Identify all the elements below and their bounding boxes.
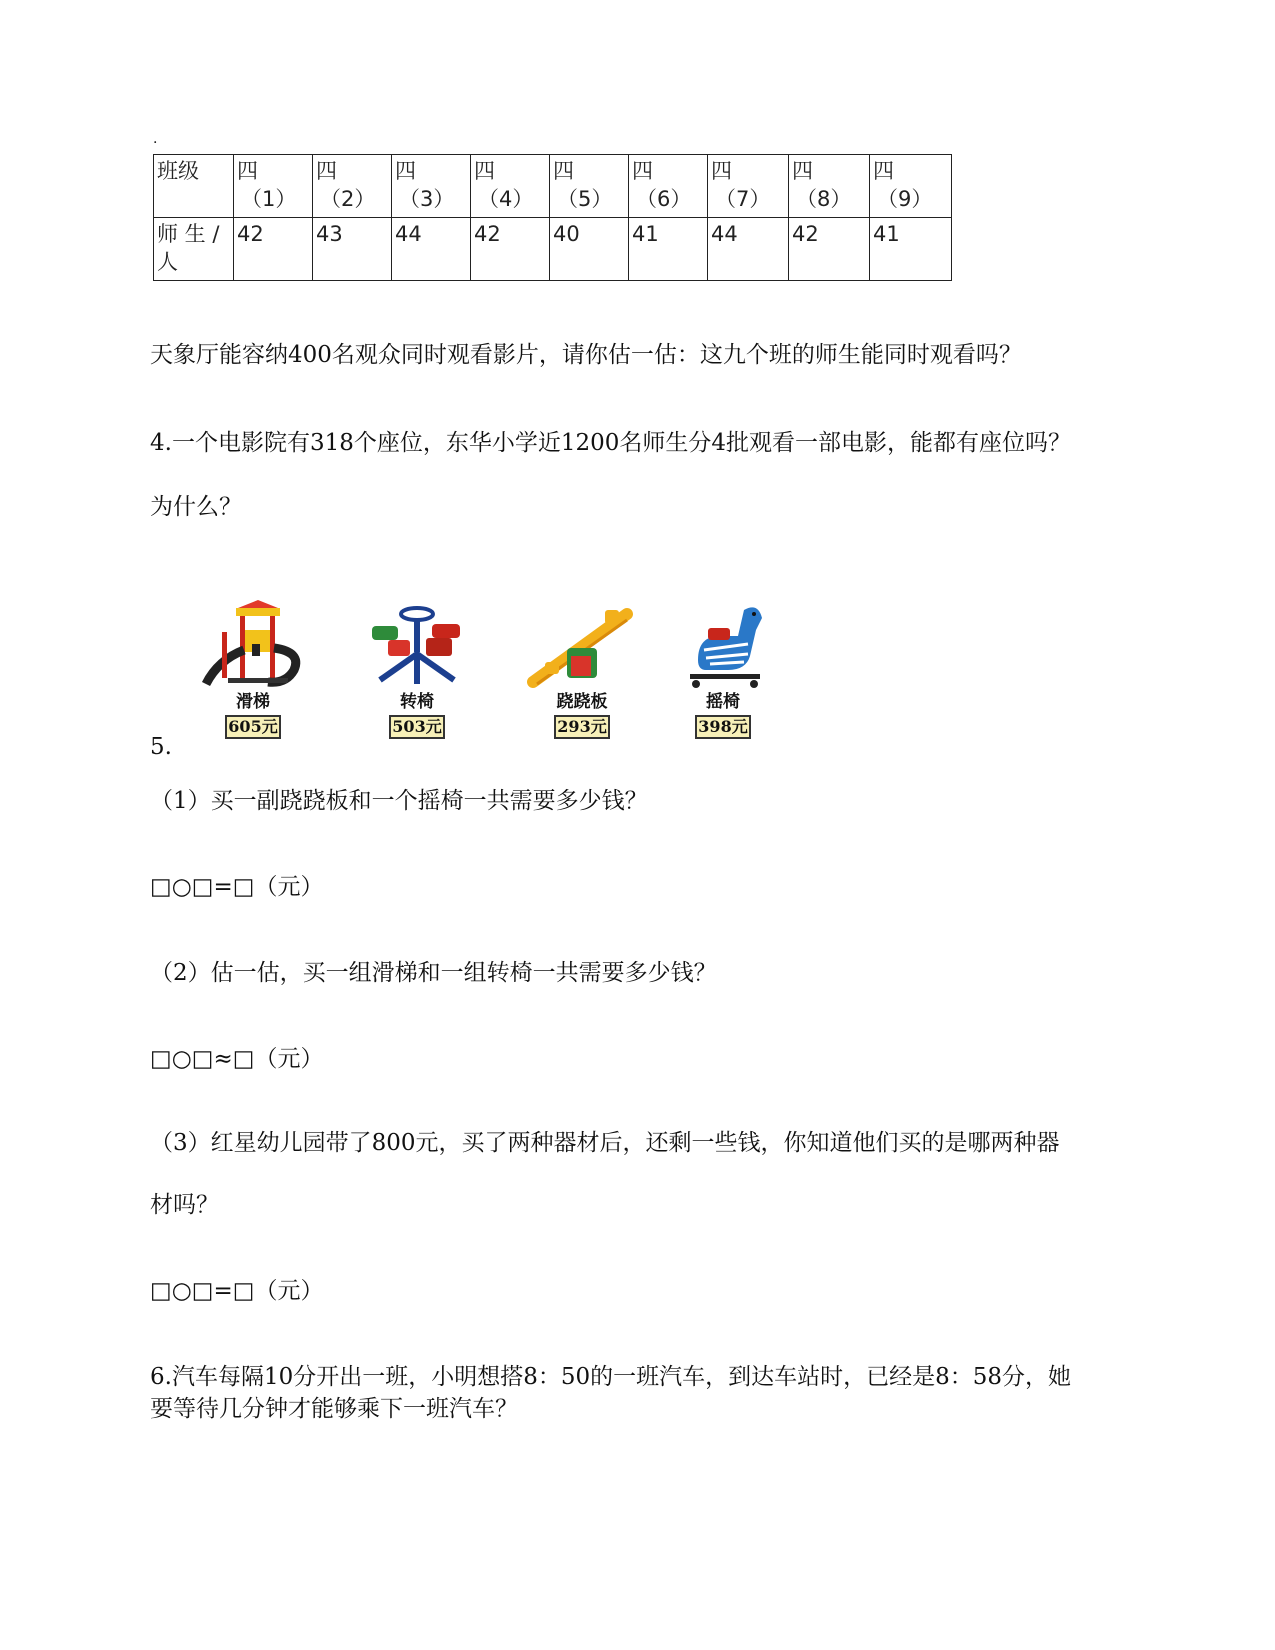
class-cell: 四 （1） [234, 155, 313, 218]
equipment-price: 398元 [695, 715, 751, 739]
class-cell: 四 （7） [708, 155, 789, 218]
q5-answer2: □○□≈□（元） [150, 1046, 324, 1072]
equipment-name: 摇椅 [706, 692, 740, 712]
seesaw-icon [527, 600, 637, 690]
q5-sub3-line1: （3）红星幼儿园带了800元，买了两种器材后，还剩一些钱，你知道他们买的是哪两种器 [150, 1130, 1060, 1156]
equipment-price: 503元 [389, 715, 445, 739]
class-cell: 四 （3） [392, 155, 471, 218]
count-cell: 43 [313, 218, 392, 281]
q5-number: 5. [150, 734, 172, 760]
swivel-chair-icon [362, 600, 472, 690]
class-cell: 四 （6） [629, 155, 708, 218]
q6-question-line1: 6.汽车每隔10分开出一班，小明想搭8：50的一班汽车，到达车站时，已经是8：58分，她 [150, 1364, 1072, 1390]
equipment-swivel-chair [357, 600, 477, 739]
q6-question-line2: 要等待几分钟才能够乘下一班汽车？ [150, 1396, 518, 1422]
q3-question: 天象厅能容纳400名观众同时观看影片，请你估一估：这九个班的师生能同时观看吗？ [150, 342, 1022, 368]
q5-sub1: （1）买一副跷跷板和一个摇椅一共需要多少钱？ [150, 788, 648, 814]
count-cell: 42 [789, 218, 870, 281]
count-cell: 41 [870, 218, 952, 281]
count-cell: 40 [550, 218, 629, 281]
count-cell: 41 [629, 218, 708, 281]
class-cell: 四 （4） [471, 155, 550, 218]
equipment-rocking-horse [663, 600, 783, 739]
equipment-name: 跷跷板 [556, 692, 608, 712]
table-count-row [154, 218, 952, 281]
class-cell: 四 （5） [550, 155, 629, 218]
q5-sub3-line2: 材吗？ [150, 1192, 219, 1218]
equipment-price: 605元 [225, 715, 281, 739]
q5-answer1: □○□=□（元） [150, 874, 324, 900]
table-header-row [154, 155, 952, 218]
slide-icon [198, 600, 308, 690]
class-cell: 四 （9） [870, 155, 952, 218]
class-count-table [153, 154, 952, 281]
class-cell: 四 （8） [789, 155, 870, 218]
row-label-cell: 师 生 / 人 [154, 218, 234, 281]
q5-answer3: □○□=□（元） [150, 1278, 324, 1304]
count-cell: 42 [234, 218, 313, 281]
q4-question-line2: 为什么？ [150, 494, 242, 520]
equipment-slide [193, 600, 313, 739]
q4-question-line1: 4.一个电影院有318个座位，东华小学近1200名师生分4批观看一部电影，能都有座位吗？ [150, 430, 1072, 456]
count-cell: 44 [392, 218, 471, 281]
header-label-cell: 班级 [154, 155, 234, 218]
stray-mark: · [153, 135, 158, 151]
count-cell: 42 [471, 218, 550, 281]
equipment-seesaw [522, 600, 642, 739]
class-cell: 四 （2） [313, 155, 392, 218]
equipment-name: 转椅 [400, 692, 434, 712]
count-cell: 44 [708, 218, 789, 281]
equipment-price: 293元 [554, 715, 610, 739]
rocking-horse-icon [668, 600, 778, 690]
equipment-name: 滑梯 [236, 692, 270, 712]
q5-sub2: （2）估一估，买一组滑梯和一组转椅一共需要多少钱？ [150, 960, 717, 986]
